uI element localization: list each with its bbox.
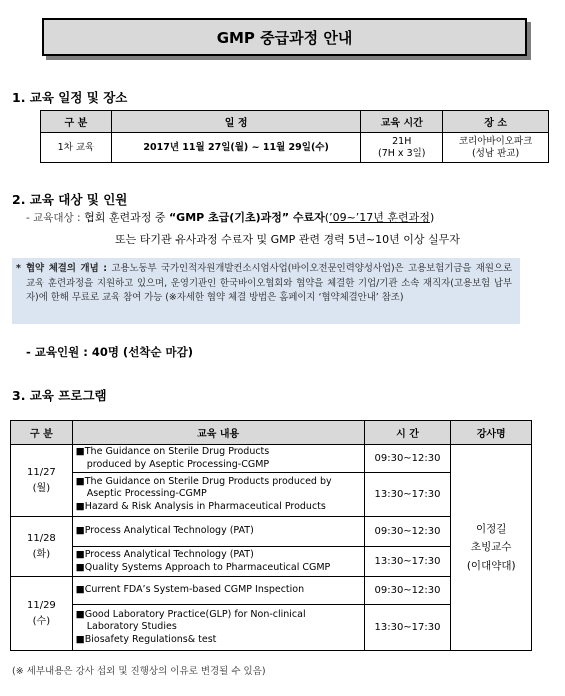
page-title-text: GMP 중급과정 안내 xyxy=(216,28,353,47)
day-date: 11/28 xyxy=(26,532,56,544)
notice-body: 고용노동부 국가인적자원개발컨소시엄사업(바이오전문인력양성사업)은 고용보험기금을 재원으로 교육 훈련과정을 지원하고 있으며, 운영기관인 한국바이오협회와 협약을 체결한 기업/기관 소속 재직자(고용보험 납부자)에 한해 무료로 교육 참여 가능 (※자세한 협약 체결 방법은 홈페이지 ‘협약체결안내’ 참조) xyxy=(26,263,513,304)
program-header-content: 교육 내용 xyxy=(72,421,364,445)
program-header-row xyxy=(11,421,532,445)
schedule-header-date: 일 정 xyxy=(111,111,360,133)
session-item: ■The Guidance on Sterile Drug Products xyxy=(75,446,270,458)
session-item: ■Hazard & Risk Analysis in Pharmaceutical Products xyxy=(75,500,326,512)
schedule-header-place: 장 소 xyxy=(443,111,549,133)
lecturer-cell xyxy=(451,445,532,651)
session-item: ■Process Analytical Technology (PAT) xyxy=(75,549,254,561)
session-time: 09:30~12:30 xyxy=(364,517,451,547)
day-date: 11/29 xyxy=(26,599,56,611)
day-date: 11/27 xyxy=(26,466,56,478)
session-content xyxy=(72,547,364,577)
program-table xyxy=(10,420,532,651)
day-weekday: (월) xyxy=(32,482,51,494)
day-cell xyxy=(11,517,73,577)
day-weekday: (화) xyxy=(32,548,51,560)
session-item: ■Quality Systems Approach to Pharmaceutical CGMP xyxy=(75,561,331,573)
session-content xyxy=(72,577,364,605)
program-header-lecturer: 강사명 xyxy=(451,421,532,445)
target-label: - 교육대상 : xyxy=(26,212,81,224)
session-item: ■Current FDA’s System-based CGMP Inspection xyxy=(75,584,305,596)
target-text-c: ( xyxy=(324,211,330,224)
place-location: (성남 판교) xyxy=(472,147,520,159)
session-time: 13:30~17:30 xyxy=(364,473,451,517)
target-text-b: “GMP 초급(기초)과정” 수료자 xyxy=(168,211,325,224)
session-time: 13:30~17:30 xyxy=(364,547,451,577)
target-line-1 xyxy=(26,209,434,225)
schedule-header-row xyxy=(41,111,549,133)
program-row xyxy=(11,445,532,473)
session-item-cont: Laboratory Studies xyxy=(86,621,177,633)
notice-title: 협약 체결의 개념 : xyxy=(26,263,107,274)
capacity-text: - 교육인원 : 40명 (선착순 마감) xyxy=(26,345,193,359)
day-cell xyxy=(11,577,73,651)
lecturer-affiliation: (이대약대) xyxy=(466,559,516,572)
session-item: ■Biosafety Regulations& test xyxy=(75,633,217,645)
session-time: 09:30~12:30 xyxy=(364,577,451,605)
section1-heading: 1. 교육 일정 및 장소 xyxy=(12,90,128,105)
footnote: (※ 세부내용은 강사 섭외 및 진행상의 이유로 변경될 수 있음) xyxy=(12,666,266,677)
session-content xyxy=(72,473,364,517)
schedule-hours xyxy=(361,133,443,163)
agreement-notice xyxy=(12,258,520,324)
schedule-place xyxy=(443,133,549,163)
schedule-header-round: 구 분 xyxy=(41,111,112,133)
session-item: ■Good Laboratory Practice(GLP) for Non-clinical xyxy=(75,608,306,620)
lecturer-title: 초빙교수 xyxy=(470,541,512,554)
target-line-2: 또는 타기관 유사과정 수료자 및 GMP 관련 경력 5년~10년 이상 실무자 xyxy=(115,233,460,246)
session-time: 09:30~12:30 xyxy=(364,445,451,473)
target-text-d: ’09~’17년 훈련과정 xyxy=(329,211,430,224)
session-item-cont: Aseptic Processing-CGMP xyxy=(86,488,207,500)
program-header-day: 구 분 xyxy=(11,421,73,445)
session-item: ■The Guidance on Sterile Drug Products produced by xyxy=(75,475,332,487)
session-content xyxy=(72,517,364,547)
target-text-e: ) xyxy=(429,211,435,224)
session-content xyxy=(72,445,364,473)
day-cell xyxy=(11,445,73,517)
section2-heading: 2. 교육 대상 및 인원 xyxy=(12,192,128,207)
schedule-row xyxy=(41,133,549,163)
page-title xyxy=(42,18,527,56)
session-time: 13:30~17:30 xyxy=(364,605,451,651)
schedule-table xyxy=(40,110,549,163)
target-text-a: 협회 훈련과정 중 xyxy=(80,211,169,224)
schedule-dates: 2017년 11월 27일(월) ~ 11월 29일(수) xyxy=(111,133,360,163)
place-name: 코리아바이오파크 xyxy=(458,136,533,148)
schedule-header-hours: 교육 시간 xyxy=(361,111,443,133)
session-item-cont: produced by Aseptic Processing-CGMP xyxy=(86,458,270,470)
section3-heading: 3. 교육 프로그램 xyxy=(12,388,107,403)
notice-star: * xyxy=(16,263,21,274)
session-content xyxy=(72,605,364,651)
schedule-round: 1차 교육 xyxy=(41,133,112,163)
hours-total: 21H xyxy=(392,136,412,148)
day-weekday: (수) xyxy=(32,615,51,627)
session-item: ■Process Analytical Technology (PAT) xyxy=(75,525,254,537)
lecturer-name: 이정길 xyxy=(475,522,507,535)
program-header-time: 시 간 xyxy=(364,421,451,445)
hours-breakdown: (7H x 3일) xyxy=(378,147,426,159)
